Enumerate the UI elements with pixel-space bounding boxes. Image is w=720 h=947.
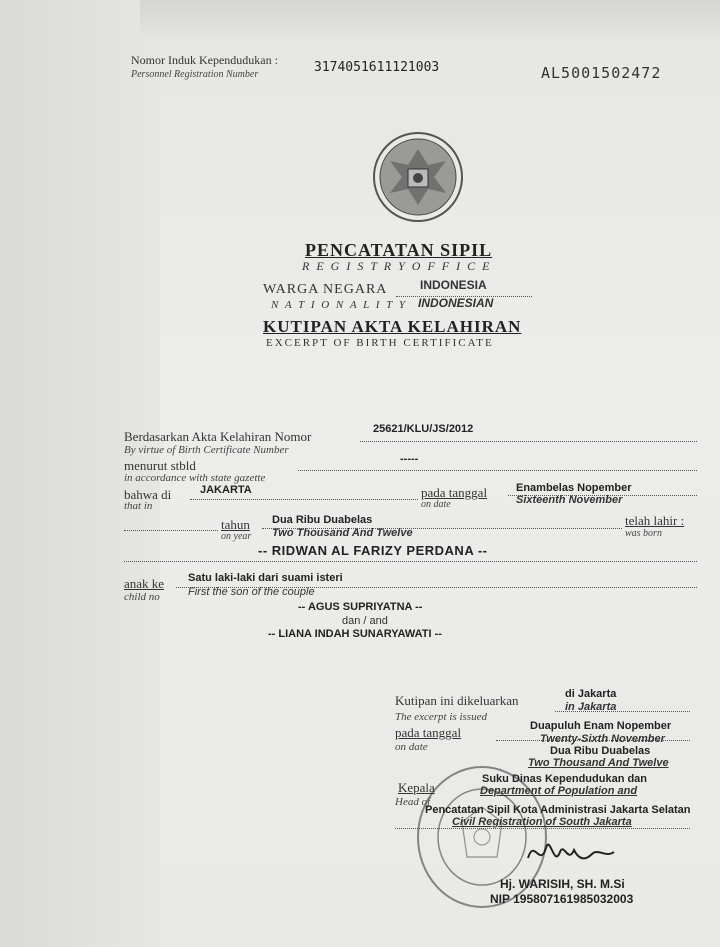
child-no-value-en: First the son of the couple xyxy=(188,586,315,598)
child-no-label-en: child no xyxy=(124,591,160,603)
child-name: -- RIDWAN AL FARIZY PERDANA -- xyxy=(258,543,488,558)
born-label-en: was born xyxy=(625,528,662,539)
issue-year-value: Dua Ribu Duabelas xyxy=(550,745,651,757)
office-title: PENCATATAN SIPIL xyxy=(305,240,493,260)
serial-number: AL5001502472 xyxy=(541,64,662,82)
child-no-label: anak ke xyxy=(124,576,165,591)
signatory-name: Hj. WARISIH, SH. M.Si xyxy=(500,877,625,891)
born-label: telah lahir : xyxy=(625,513,685,528)
issued-label: Kutipan ini dikeluarkan xyxy=(395,693,519,708)
year-left-dotline xyxy=(124,530,218,531)
place-label: bahwa di xyxy=(124,487,172,502)
date-label: pada tanggal xyxy=(421,485,488,500)
child-no-value: Satu laki-laki dari suami isteri xyxy=(188,572,343,584)
nik-value: 3174051611121003 xyxy=(314,60,440,75)
issued-label-en: The excerpt is issued xyxy=(395,711,487,723)
issue-date-value: Duapuluh Enam Nopember xyxy=(530,720,672,732)
office-line-2-en: Civil Registration of South Jakarta xyxy=(452,816,632,828)
office-line-1: Suku Dinas Kependudukan dan xyxy=(482,773,648,785)
year-label: tahun xyxy=(221,517,250,532)
issue-year-value-en: Two Thousand And Twelve xyxy=(528,757,669,769)
document-title: KUTIPAN AKTA KELAHIRAN xyxy=(263,317,522,336)
child-name-dotline xyxy=(124,561,697,562)
mother-name: -- LIANA INDAH SUNARYAWATI -- xyxy=(268,628,442,640)
signature-icon xyxy=(520,828,620,876)
nationality-value-en: INDONESIAN xyxy=(418,296,494,310)
nik-label: Nomor Induk Kependudukan : xyxy=(131,53,278,67)
nationality-value: INDONESIA xyxy=(420,278,487,292)
year-value-en: Two Thousand And Twelve xyxy=(272,527,413,539)
cert-number-label-en: By virtue of Birth Certificate Number xyxy=(124,444,289,456)
cert-number-dotline xyxy=(360,441,697,442)
issued-place-en: in Jakarta xyxy=(565,701,617,713)
document-title-en: EXCERPT OF BIRTH CERTIFICATE xyxy=(266,337,494,349)
date-value-en: Sixteenth November xyxy=(516,494,623,506)
place-label-en: that in xyxy=(124,500,153,512)
place-dotline xyxy=(190,499,418,500)
place-value: JAKARTA xyxy=(200,484,252,496)
stbld-dotline xyxy=(298,470,697,471)
head-label-en: Head of xyxy=(395,796,431,808)
cert-number-label: Berdasarkan Akta Kelahiran Nomor xyxy=(124,429,312,444)
issue-date-value-en: Twenty-Sixth November xyxy=(540,733,665,745)
father-name: -- AGUS SUPRIYATNA -- xyxy=(298,601,423,613)
issue-date-label-en: on date xyxy=(395,741,428,753)
office-line-2: Pencatatan Sipil Kota Administrasi Jakarta Selatan xyxy=(425,804,691,816)
cert-number: 25621/KLU/JS/2012 xyxy=(373,423,474,435)
office-title-en: R E G I S T R Y O F F I C E xyxy=(302,259,492,273)
nik-label-en: Personnel Registration Number xyxy=(131,69,259,80)
issue-date-label: pada tanggal xyxy=(395,725,462,740)
year-label-en: on year xyxy=(221,531,252,542)
date-value: Enambelas Nopember xyxy=(516,482,632,494)
head-label: Kepala xyxy=(398,780,435,795)
stbld-value: ----- xyxy=(400,453,419,465)
garuda-emblem-icon xyxy=(372,131,464,223)
year-value: Dua Ribu Duabelas xyxy=(272,514,373,526)
nationality-label-en: N A T I O N A L I T Y xyxy=(271,299,407,311)
stbld-label-en: in accordance with state gazette xyxy=(124,472,266,484)
top-border-strip xyxy=(140,0,720,38)
office-line-1-en: Department of Population and xyxy=(480,785,638,797)
issued-place: di Jakarta xyxy=(565,688,617,700)
stbld-label: menurut stbld xyxy=(124,458,196,473)
date-label-en: on date xyxy=(421,499,451,510)
signatory-nip: NIP 195807161985032003 xyxy=(490,892,634,906)
nationality-label: WARGA NEGARA xyxy=(263,282,388,297)
and-connector: dan / and xyxy=(342,615,388,627)
